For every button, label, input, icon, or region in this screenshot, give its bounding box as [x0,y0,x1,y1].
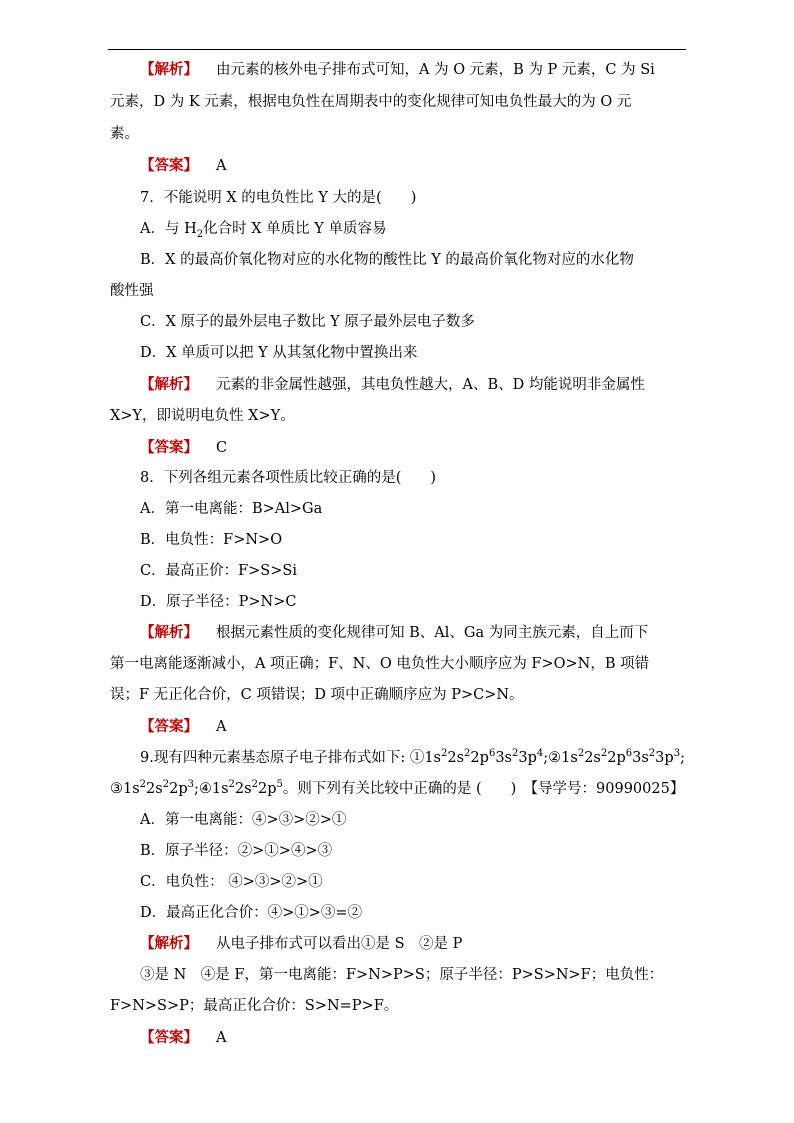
question-stem: 8．下列各组元素各项性质比较正确的是( ) [140,470,437,486]
answer-value: A [216,1030,227,1046]
analysis-line: F>N>S>P；最高正化合价：S>N=P>F。 [110,998,399,1014]
analysis-line: 误；F 无正化合价，C 项错误；D 项中正确顺序应为 P>C>N。 [110,687,524,703]
answer-label: 【答案】 [140,158,198,174]
analysis-line: 【解析】 由元素的核外电子排布式可知，A 为 O 元素，B 为 P 元素，C 为 Si [140,62,655,78]
analysis-line: 【解析】 从电子排布式可以看出①是 S ②是 P [140,936,463,952]
analysis-label: 【解析】 [140,377,198,393]
answer-label: 【答案】 [140,719,198,735]
answer-line [140,438,227,458]
option-b: B．X 的最高价氧化物对应的水化物的酸性比 Y 的最高价氧化物对应的水化物 [140,252,634,268]
answer-line [140,156,226,176]
option-a: A．与 $H_2$化合时 X 单质比 Y 单质容易 [140,221,387,240]
option-d: D．原子半径：P>N>C [140,594,297,610]
question-stem: 9.现有四种元素基态原子电子排布式如下: $①1s^22s^22p^63s^23p^4;②1s^22s^22p^63s^23p^3$; [140,748,685,766]
answer-value: A [216,719,227,735]
option-c: C．最高正价：F>S>Si [140,563,297,579]
answer-value: C [216,440,228,456]
option-a: A．第一电离能：B>Al>Ga [140,501,323,517]
analysis-label: 【解析】 [140,62,198,78]
answer-line [140,717,226,737]
option-b-cont: 酸性强 [110,283,154,299]
answer-line [140,1028,226,1048]
header-rule [108,49,686,50]
analysis-line: 【解析】 根据元素性质的变化规律可知 B、Al、Ga 为同主族元素，自上而下 [140,625,649,641]
analysis-line: 元素，D 为 K 元素，根据电负性在周期表中的变化规律可知电负性最大的为 O 元 [110,94,632,110]
option-d: D．X 单质可以把 Y 从其氢化物中置换出来 [140,345,418,361]
analysis-line: X>Y，即说明电负性 X>Y。 [110,408,295,424]
question-stem-cont: $③1s^22s^22p^3;④1s^22s^22p^5$。则下列有关比较中正确的是 ( ) 【导学号：90990025】 [110,779,685,797]
analysis-line: 【解析】 元素的非金属性越强，其电负性越大，A、B、D 均能说明非金属性 [140,377,645,393]
option-c: C．电负性： ④>③>②>① [140,874,323,890]
analysis-line: 素。 [110,126,139,142]
option-b: B．原子半径：②>①>④>③ [140,843,333,859]
analysis-label: 【解析】 [140,625,198,641]
option-b: B．电负性：F>N>O [140,532,283,548]
analysis-line: ③是 N ④是 F，第一电离能：F>N>P>S；原子半径：P>S>N>F；电负性： [140,967,664,983]
answer-label: 【答案】 [140,1030,198,1046]
answer-value: A [216,158,227,174]
analysis-line: 第一电离能逐渐减小，A 项正确；F、N、O 电负性大小顺序应为 F>O>N，B 项错 [110,656,650,672]
option-c: C．X 原子的最外层电子数比 Y 原子最外层电子数多 [140,314,475,330]
analysis-label: 【解析】 [140,936,198,952]
question-stem: 7．不能说明 X 的电负性比 Y 大的是( ) [140,190,417,206]
answer-label: 【答案】 [140,440,198,456]
option-d: D．最高正化合价：④>①>③=② [140,905,363,921]
option-a: A．第一电离能：④>③>②>① [140,812,347,828]
